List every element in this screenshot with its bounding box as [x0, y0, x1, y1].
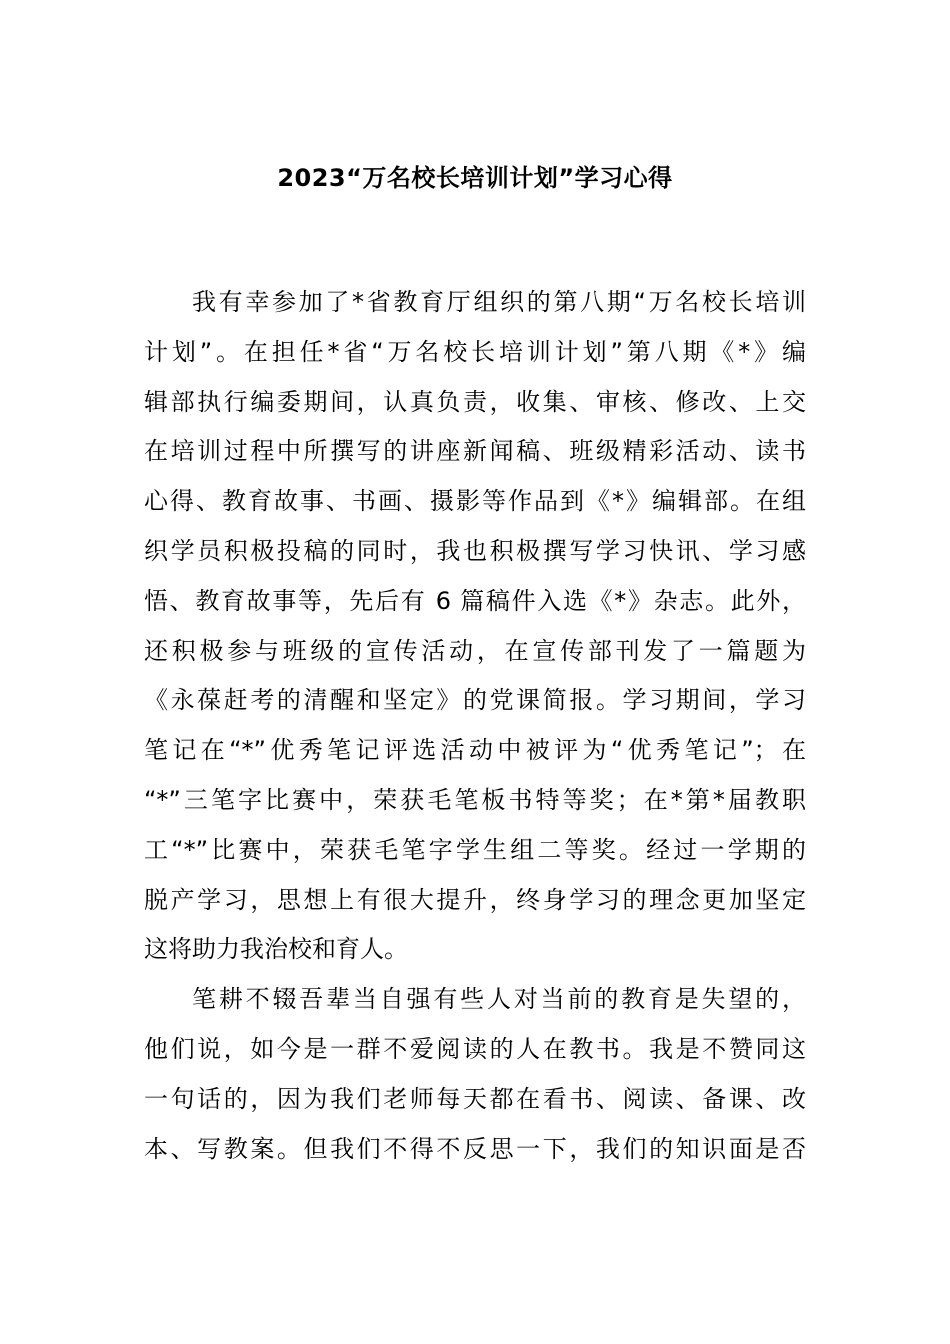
- paragraph-line: 我有幸参加了*省教育厅组织的第八期“万名校长培训: [192, 288, 806, 316]
- paragraph-line: 悟、教育故事等，先后有 6 篇稿件入选《*》杂志。此外，: [144, 586, 806, 615]
- paragraph-line: 织学员积极投稿的同时，我也积极撰写学习快讯、学习感: [144, 536, 806, 565]
- paragraph-line: 这将助力我治校和育人。: [144, 935, 408, 964]
- paragraph-line: 工“*”比赛中，荣获毛笔字学生组二等奖。经过一学期的: [144, 835, 806, 864]
- paragraph-line: 在培训过程中所撰写的讲座新闻稿、班级精彩活动、读书: [144, 437, 806, 466]
- paragraph-line: 计划”。在担任*省“万名校长培训计划”第八期《*》编: [144, 337, 806, 366]
- paragraph-line: 本、写教案。但我们不得不反思一下，我们的知识面是否: [144, 1134, 806, 1163]
- paragraph-1: [144, 282, 806, 979]
- paragraph-line: 辑部执行编委期间，认真负责，收集、审核、修改、上交: [144, 387, 806, 416]
- paragraph-line: 还积极参与班级的宣传活动，在宣传部刊发了一篇题为: [144, 636, 806, 665]
- paragraph-2: [144, 979, 806, 1178]
- paragraph-line: “*”三笔字比赛中，荣获毛笔板书特等奖；在*第*届教职: [144, 785, 806, 814]
- paragraph-line: 笔记在“*”优秀笔记评选活动中被评为“优秀笔记”；在: [144, 736, 806, 765]
- paragraph-line: 笔耕不辍吾辈当自强有些人对当前的教育是失望的，: [192, 985, 806, 1014]
- document-body: [144, 282, 806, 1178]
- paragraph-line: 脱产学习，思想上有很大提升，终身学习的理念更加坚定: [144, 885, 806, 914]
- paragraph-line: 《永葆赶考的清醒和坚定》的党课简报。学习期间，学习: [144, 686, 806, 715]
- paragraph-line: 一句话的，因为我们老师每天都在看书、阅读、备课、改: [144, 1084, 806, 1113]
- paragraph-line: 心得、教育故事、书画、摄影等作品到《*》编辑部。在组: [144, 487, 806, 516]
- paragraph-line: 他们说，如今是一群不爱阅读的人在教书。我是不赞同这: [144, 1034, 806, 1063]
- document-title: 2023“万名校长培训计划”学习心得: [277, 164, 673, 192]
